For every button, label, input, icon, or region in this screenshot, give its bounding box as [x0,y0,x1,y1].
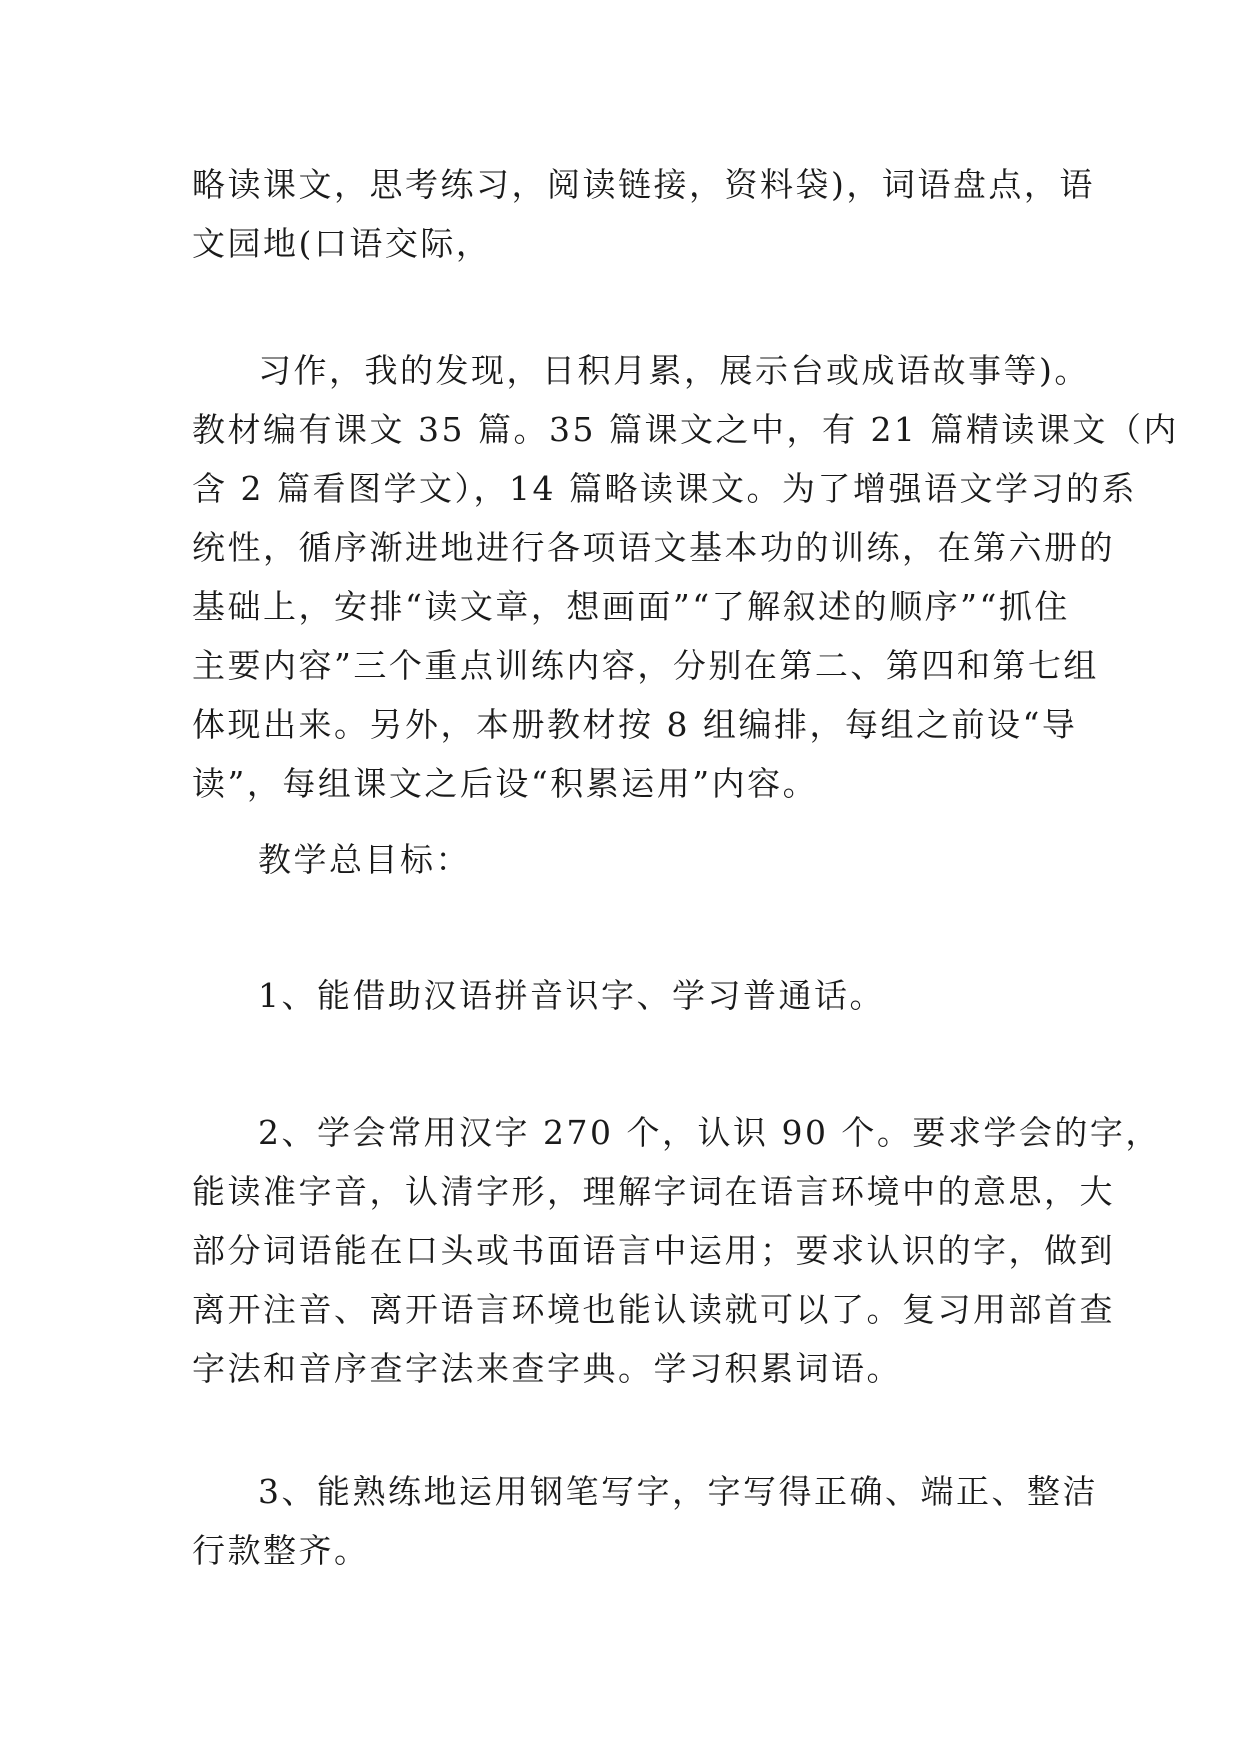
text-line: 主要内容”三个重点训练内容，分别在第二、第四和第七组 [192,646,1099,685]
text-line: 字法和音序查字法来查字典。学习积累词语。 [192,1349,902,1388]
text-line: 2、学会常用汉字 270 个，认识 90 个。要求学会的字， [258,1113,1161,1152]
text-line: 教学总目标： [258,840,471,879]
text-line: 部分词语能在口头或书面语言中运用；要求认识的字，做到 [192,1231,1115,1270]
goal-item-2 [192,1103,1161,1398]
text-line: 3、能熟练地运用钢笔写字，字写得正确、端正、整洁 [258,1472,1098,1511]
text-line: 离开注音、离开语言环境也能认读就可以了。复习用部首查 [192,1290,1115,1329]
text-line: 1、能借助汉语拼音识字、学习普通话。 [258,976,885,1015]
text-line: 读”，每组课文之后设“积累运用”内容。 [192,764,819,803]
text-line: 文园地(口语交际， [192,224,492,263]
text-line: 习作，我的发现，日积月累，展示台或成语故事等)。 [258,351,1090,390]
text-line: 能读准字音，认清字形，理解字词在语言环境中的意思，大 [192,1172,1115,1211]
text-line: 行款整齐。 [192,1531,370,1570]
text-line: 含 2 篇看图学文），14 篇略读课文。为了增强语文学习的系 [192,469,1137,508]
text-line: 体现出来。另外，本册教材按 8 组编排，每组之前设“导 [192,705,1078,744]
text-line: 略读课文，思考练习，阅读链接，资料袋)，词语盘点，语 [192,165,1095,204]
text-line: 统性，循序渐进地进行各项语文基本功的训练，在第六册的 [192,528,1115,567]
text-line: 教材编有课文 35 篇。35 篇课文之中，有 21 篇精读课文（内 [192,410,1179,449]
goal-item-3 [192,1462,1098,1580]
paragraph-textbook-overview [192,341,1179,813]
text-line: 基础上，安排“读文章，想画面”“了解叙述的顺序”“抓住 [192,587,1070,626]
goal-item-1 [192,966,1052,1025]
section-heading-teaching-goals [192,830,1052,889]
paragraph-text-structure [192,155,1095,273]
